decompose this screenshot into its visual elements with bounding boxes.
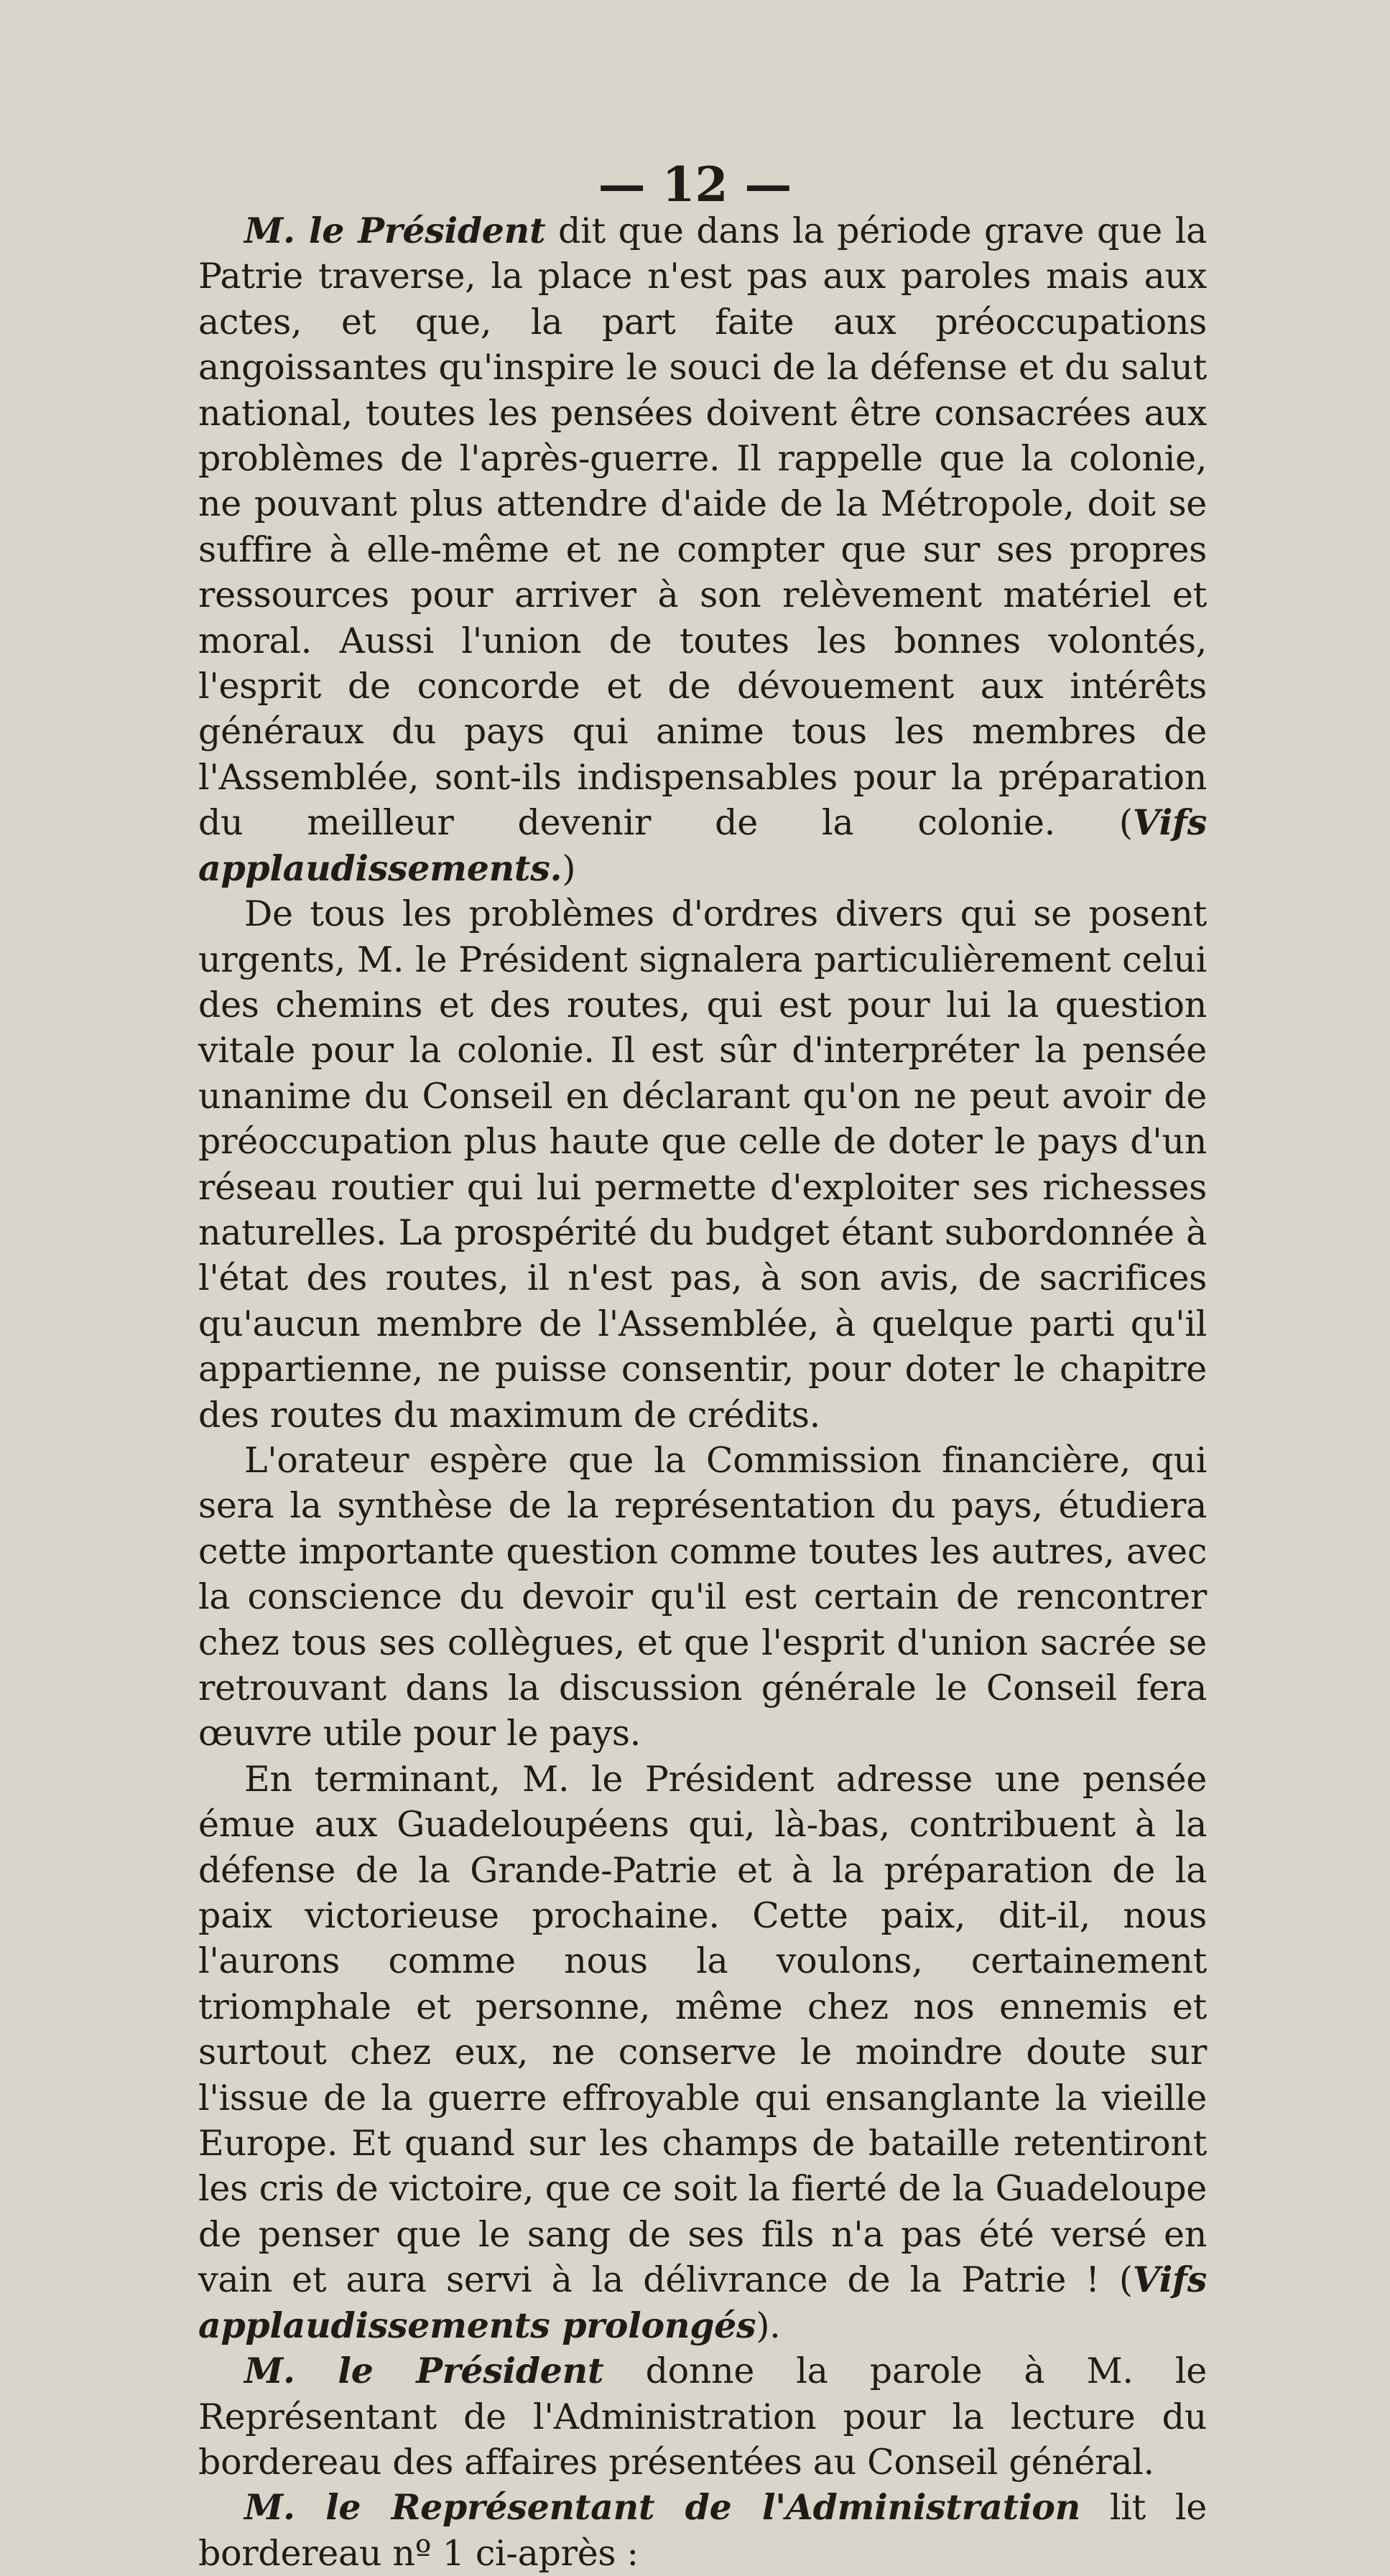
paragraph-bordereau <box>198 2485 1207 2576</box>
body-text <box>198 208 1207 2576</box>
speaker-name: M. le Président <box>244 210 546 251</box>
page-number: — 12 — <box>598 157 792 213</box>
paragraph-conclusion <box>198 1757 1207 2348</box>
speaker-name: M. le Représentant de l'Administration <box>244 2486 1080 2529</box>
paragraph-text-after: ). <box>756 2305 781 2346</box>
speaker-name: M. le Président <box>244 2350 604 2392</box>
paragraph-text: donne la parole à M. le Représentant de l'Administration pour la lecture du bordereau des affaires présentées au Conseil général. <box>198 2351 1207 2483</box>
paragraph-text: En terminant, M. le Président adresse une pensée émue aux Guadeloupéens qui, là-bas, contribuent à la défense de la Grande-Patrie et à la préparation de la paix victorieuse prochaine. Cette paix, dit-il, nous l'aurons comme nous la voulons, certainement triomphale et personne, même chez nos ennemis et surtout chez eux, ne conserve le moindre doute sur l'issue de la guerre effroyable qui ensanglante la vieille Europe. Et quand sur les champs de bataille retentiront les cris de victoire, que ce soit la fierté de la Guadeloupe de penser que le sang de ses fils n'a pas été versé en vain et aura servi à la délivrance de la Patrie ! ( <box>198 1758 1207 2301</box>
paragraph-commission <box>198 1438 1207 1757</box>
paragraph-president-speech <box>198 208 1207 891</box>
applause-note: Vifs applaudissements prolongés <box>198 2259 1207 2346</box>
paragraph-roads <box>198 891 1207 1438</box>
paragraph-text: L'orateur espère que la Commission financière, qui sera la synthèse de la représentation du pays, étudiera cette importante question comme toutes les autres, avec la conscience du devoir qu'il est certain de rencontrer chez tous ses collègues, et que l'esprit d'union sacrée se retrouvant dans la discussion générale le Conseil fera œuvre utile pour le pays. <box>198 1439 1207 1754</box>
applause-note: Vifs applaudissements. <box>198 801 1207 889</box>
paragraph-text: dit que dans la période grave que la Patrie traverse, la place n'est pas aux paroles mais aux actes, et que, la part faite aux préoccupations angoissantes qu'inspire le souci de la défense et du salut national, toutes les pensées doivent être consacrées aux problèmes de l'après-guerre. Il rappelle que la colonie, ne pouvant plus attendre d'aide de la Métropole, doit se suffire à elle-même et ne compter que sur ses propres ressources pour arriver à son relèvement matériel et moral. Aussi l'union de toutes les bonnes volontés, l'esprit de concorde et de dévouement aux intérêts généraux du pays qui anime tous les membres de l'Assemblée, sont-ils indispensables pour la préparation du meilleur devenir de la colonie. ( <box>198 210 1207 844</box>
paragraph-floor-given <box>198 2348 1207 2485</box>
paragraph-text: lit le bordereau nº 1 ci-après : <box>198 2487 1207 2574</box>
paragraph-text-after: ) <box>562 847 576 889</box>
paragraph-text: De tous les problèmes d'ordres divers qui se posent urgents, M. le Président signalera particulièrement celui des chemins et des routes, qui est pour lui la question vitale pour la colonie. Il est sûr d'interpréter la pensée unanime du Conseil en déclarant qu'on ne peut avoir de préoccupation plus haute que celle de doter le pays d'un réseau routier qui lui permette d'exploiter ses richesses naturelles. La prospérité du budget étant subordonnée à l'état des routes, il n'est pas, à son avis, de sacrifices qu'aucun membre de l'Assemblée, à quelque parti qu'il appartienne, ne puisse consentir, pour doter le chapitre des routes du maximum de crédits. <box>198 893 1207 1436</box>
